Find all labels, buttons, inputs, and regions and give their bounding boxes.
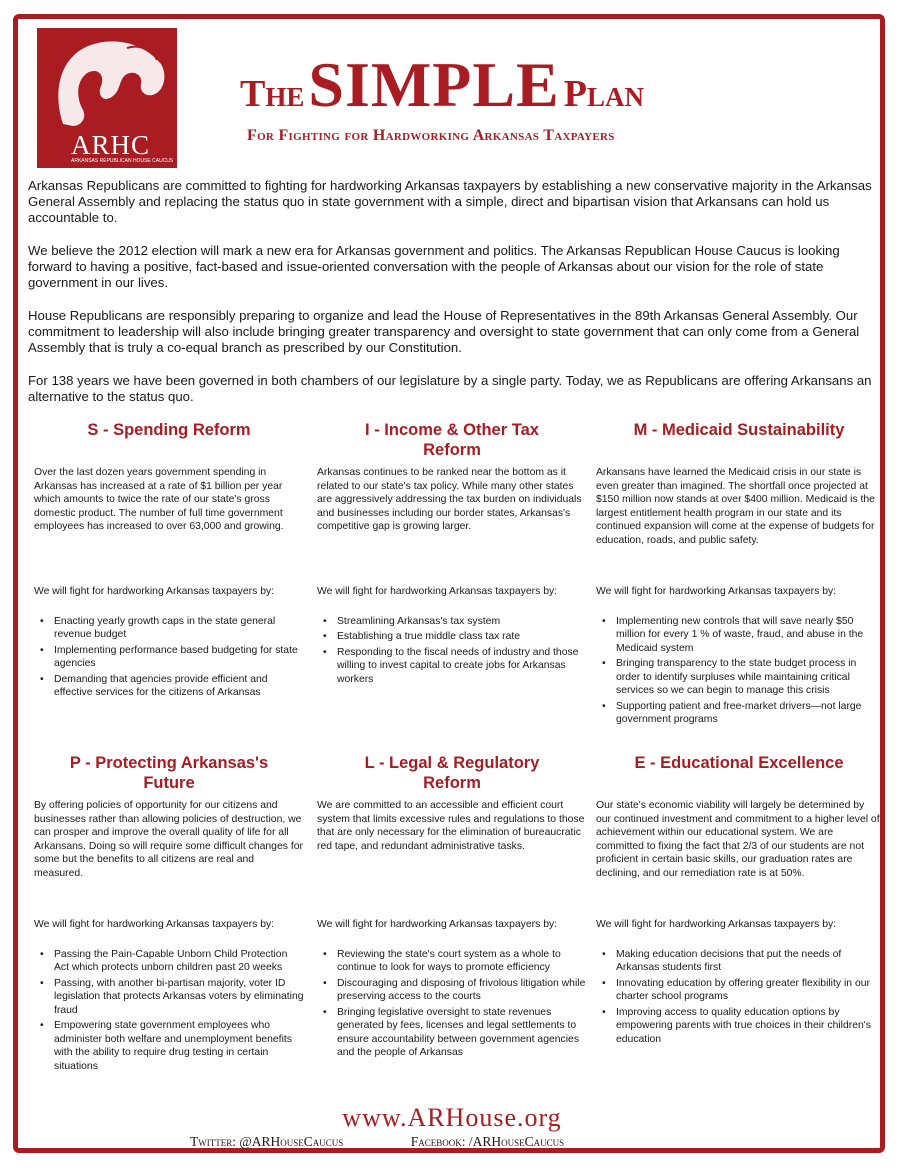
section-description: Over the last dozen years government spending in Arkansas has increased at a rate of $1 billion per year which amounts to twice the rate of our state's gross domestic product. The number of full time government employees has increased to over 63,000 and growing.	[34, 467, 284, 532]
section-description: By offering policies of opportunity for our citizens and businesses rather than allowing policies of destruction, we can prosper and improve the overall quality of life for all Arkansans. Doing so will require some difficult changes for some but the benefits to all citizens are real and measured.	[34, 800, 303, 879]
list-item: • Enacting yearly growth caps in the state general revenue budget	[48, 615, 304, 642]
section-heading: I - Income & Other Tax Reform	[365, 421, 539, 459]
intro-paragraph: We believe the 2012 election will mark a new era for Arkansas government and politics. The Arkansas Republican House Caucus is looking forward to having a positive, fact-based and issue-oriented conversation with the people of Arkansas about our vision for the role of state government in our lives.	[28, 243, 840, 290]
list-item: • Passing the Pain-Capable Unborn Child Protection Act which protects unborn children past 20 weeks	[48, 948, 304, 975]
section-income-tax	[317, 420, 587, 688]
section-heading: M - Medicaid Sustainability	[633, 421, 845, 439]
bullet-list	[317, 615, 587, 687]
section-heading: E - Educational Excellence	[634, 754, 844, 772]
title-plan: Plan	[563, 73, 644, 115]
bullet-list	[596, 615, 882, 727]
section-heading: S - Spending Reform	[87, 421, 251, 439]
list-item: • Demanding that agencies provide efficient and effective services for the citizens of Arkansas	[48, 673, 304, 700]
list-item: • Implementing performance based budgeting for state agencies	[48, 644, 304, 671]
section-heading: L - Legal & Regulatory Reform	[364, 754, 540, 792]
section-description: Our state's economic viability will largely be determined by our continued investment and commitment to a higher level of achievement within our educational system. We are committed to fixing the fact that 2/3 of our students are not proficient in certain basic skills, our graduation rates are declining, and our remediation rate is at 50%.	[596, 800, 880, 879]
list-item: • Making education decisions that put the needs of Arkansas students first	[610, 948, 882, 975]
fight-label: We will fight for hardworking Arkansas taxpayers by:	[317, 919, 558, 930]
bullet-list	[596, 948, 882, 1047]
title-the: The	[240, 73, 305, 115]
bullet-list	[317, 948, 587, 1060]
list-item: • Streamlining Arkansas's tax system	[331, 615, 587, 629]
page-title	[240, 48, 800, 122]
list-item: • Empowering state government employees who administer both welfare and unemployment benefits with the ability to require drug testing in certain situations	[48, 1019, 304, 1073]
social-links	[190, 1134, 790, 1150]
list-item: • Passing, with another bi-partisan majority, voter ID legislation that protects Arkansas voters by eliminating fraud	[48, 977, 304, 1018]
section-educational-excellence	[596, 753, 882, 1048]
list-item: • Discouraging and disposing of frivolous litigation while preserving access to the courts	[331, 977, 587, 1004]
fight-label: We will fight for hardworking Arkansas taxpayers by:	[34, 919, 275, 930]
list-item: • Innovating education by offering greater flexibility in our charter school programs	[610, 977, 882, 1004]
logo-abbr: ARHC	[71, 130, 151, 160]
section-heading: P - Protecting Arkansas's Future	[69, 754, 269, 792]
intro-paragraph: For 138 years we have been governed in both chambers of our legislature by a single party. Today, we as Republicans are offering Arkansans an alternative to the status quo.	[28, 373, 872, 404]
bullet-list	[34, 615, 304, 700]
list-item: • Bringing transparency to the state budget process in order to identify surpluses while maintaining critical services so we can begin to manage this crisis	[610, 657, 882, 698]
list-item: • Responding to the fiscal needs of industry and those willing to invest capital to create jobs for Arkansas workers	[331, 646, 587, 687]
website-link[interactable]: www.ARHouse.org	[342, 1103, 562, 1132]
intro-text	[28, 178, 878, 422]
section-description: Arkansas continues to be ranked near the bottom as it related to our state's tax policy. While many other states are aggressively addressing the tax burden on individuals and businesses including our border states, Arkansas's competitive gap is growing larger.	[317, 467, 582, 532]
list-item: • Supporting patient and free-market drivers—not large government programs	[610, 700, 882, 727]
fight-label: We will fight for hardworking Arkansas taxpayers by:	[317, 586, 558, 597]
fight-label: We will fight for hardworking Arkansas taxpayers by:	[596, 586, 837, 597]
list-item: • Improving access to quality education options by empowering parents with true choices in their children's education	[610, 1006, 882, 1047]
section-description: Arkansans have learned the Medicaid crisis in our state is even greater than imagined. The shortfall once projected at $150 million now stands at over $400 million. Medicaid is the largest entitlement health program in our state and its continued expansion will come at the expense of budgets for education, roads, and public safety.	[596, 467, 875, 546]
twitter-handle[interactable]: Twitter: @ARHouseCaucus	[190, 1134, 344, 1149]
section-spending	[34, 420, 304, 702]
intro-paragraph: Arkansas Republicans are committed to fighting for hardworking Arkansas taxpayers by establishing a new conservative majority in the Arkansas General Assembly and replacing the status quo in state government with a simple, direct and bipartisan vision that Arkansans can hold us accountable to.	[28, 178, 872, 225]
fight-label: We will fight for hardworking Arkansas taxpayers by:	[596, 919, 837, 930]
intro-paragraph: House Republicans are responsibly preparing to organize and lead the House of Representatives in the 89th Arkansas General Assembly. Our commitment to leadership will also include bringing greater transparency and oversight to state government that can only come from a General Assembly that is truly a co-equal branch as prescribed by our Constitution.	[28, 308, 860, 355]
title-simple: SIMPLE	[308, 49, 560, 120]
arhc-logo	[37, 28, 177, 168]
list-item: • Establishing a true middle class tax rate	[331, 630, 587, 644]
section-legal-regulatory	[317, 753, 587, 1062]
elephant-icon	[43, 34, 171, 130]
bullet-list	[34, 948, 304, 1074]
list-item: • Implementing new controls that will save nearly $50 million for every 1 % of waste, fraud, and abuse in the Medicaid system	[610, 615, 882, 656]
section-medicaid	[596, 420, 882, 729]
section-description: We are committed to an accessible and efficient court system that limits excessive rules and regulations to those that are only necessary for the elimination of bureaucratic red tape, and redundant administrative tasks.	[317, 800, 585, 852]
page-subtitle: For Fighting for Hardworking Arkansas Taxpayers	[247, 127, 615, 144]
list-item: • Reviewing the state's court system as a whole to continue to look for ways to promote efficiency	[331, 948, 587, 975]
facebook-handle[interactable]: Facebook: /ARHouseCaucus	[410, 1134, 565, 1149]
logo-subtext: ARKANSAS REPUBLICAN HOUSE CAUCUS	[71, 158, 174, 164]
list-item: • Bringing legislative oversight to state revenues generated by fees, licenses and legal settlements to ensure accountability between government agencies and the people of Arkansas	[331, 1006, 587, 1060]
section-protecting-future	[34, 753, 304, 1075]
fight-label: We will fight for hardworking Arkansas taxpayers by:	[34, 586, 275, 597]
